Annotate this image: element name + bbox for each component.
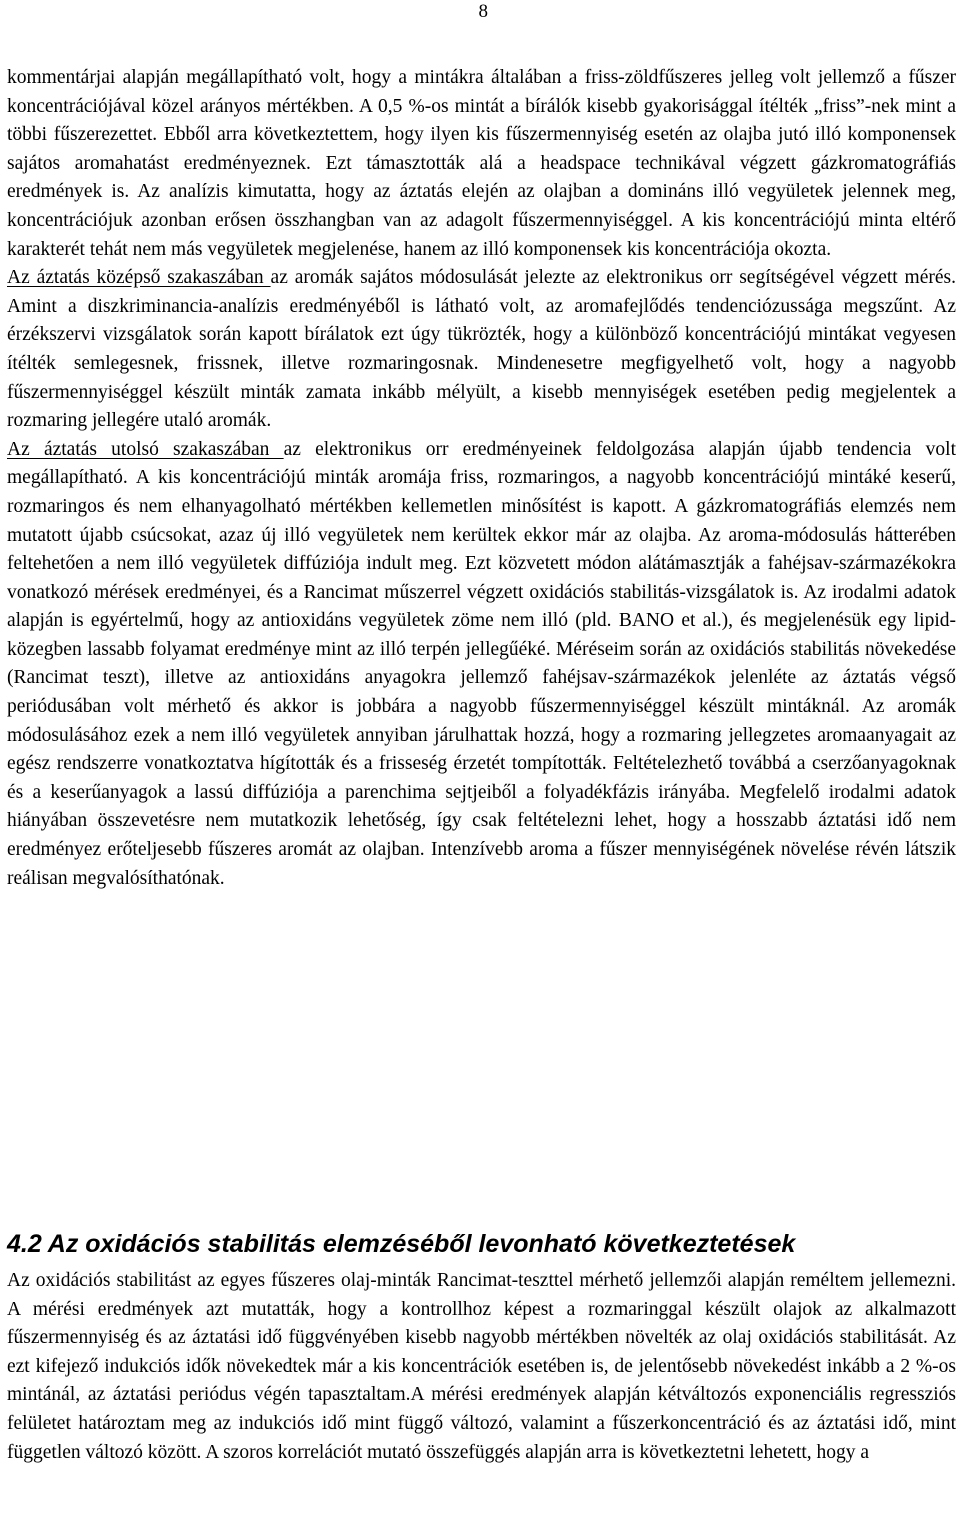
paragraph-2 [7, 264, 956, 436]
section-heading: 4.2 Az oxidációs stabilitás elemzéséből levonható következtetések [7, 1230, 796, 1258]
underlined-phrase-final-stage: Az áztatás utolsó szakaszában [7, 438, 284, 460]
body-text [7, 64, 956, 893]
paragraph-3 [7, 436, 956, 894]
paragraph-2-text: az aromák sajátos módosulását jelezte az elektronikus orr segítségével végzett mérés. Amint a diszkriminancia-analízis eredményéből is látható volt, az aromafejlődés tendenciózussága megszűnt. Az érzékszervi vizsgálatok során kapott bírálatok ezt úgy tükrözték, hogy a különböző koncentrációjú mintákat vegyesen ítélték semlegesnek, frissnek, illetve rozmaringosnak. Mindenesetre megfigyelhető volt, hogy a nagyobb fűszermennyiséggel készült minták zamata inkább mélyült, a kisebb mennyiségek esetében pedig megjelentek a rozmaring jellegére utaló aromák. [7, 267, 956, 432]
section-paragraph: Az oxidációs stabilitást az egyes fűszeres olaj-minták Rancimat-teszttel mérhető jellemzői alapján reméltem jellemezni. A mérési eredmények azt mutatták, hogy a kontrollhoz képest a rozmaringgal készült olajok az alkalmazott fűszermennyiség és az áztatási idő függvényében kisebb nagyobb mértékben növelték az olaj oxidációs stabilitását. Az ezt kifejező indukciós idők növekedtek már a kis koncentrációk esetében is, de jelentősebb növekedést inkább a 2 %-os mintánál, az áztatási periódus végén tapasztaltam.A mérési eredmények alapján kétváltozós exponenciális regressziós felületet határoztam meg az indukciós idő mint függő változó, valamint a fűszerkoncentráció és az áztatási idő, mint független változó között. A szoros korrelációt mutató összefüggés alapján arra is következtetni lehetett, hogy a [7, 1270, 956, 1463]
page-number: 8 [478, 1, 488, 22]
paragraph-1: kommentárjai alapján megállapítható volt, hogy a mintákra általában a friss-zöldfűszeres jelleg volt jellemző a fűszer koncentrációjával közel arányos mértékben. A 0,5 %-os mintát a bírálók kisebb gyakorisággal ítélték „friss”-nek mint a többi fűszerezettet. Ebből arra következtettem, hogy ilyen kis fűszermennyiség esetén az olajba jutó illó komponensek sajátos aromahatást eredményeznek. Ezt támasztották alá a headspace technikával végzett gázkromatográfiás eredmények is. Az analízis kimutatta, hogy az áztatás elején az olajban a domináns illó vegyületek jelennek meg, koncentrációjuk azonban erősen összhangban van az adagolt fűszermennyiséggel. A kis koncentrációjú minta eltérő karakterét tehát nem más vegyületek megjelenése, hanem az illó komponensek kis koncentrációja okozta. [7, 67, 956, 260]
section-body [7, 1267, 956, 1467]
underlined-phrase-middle-stage: Az áztatás középső szakaszában [7, 267, 271, 289]
paragraph-3-text: az elektronikus orr eredményeinek feldolgozása alapján újabb tendencia volt megállapítható. A kis koncentrációjú minták aromája friss, rozmaringos, a nagyobb koncentrációjú mintáké keserű, rozmaringos és nem elhanyagolható mértékben kellemetlen minősítést is kapott. A gázkromatográfiás elemzés nem mutatott újabb csúcsokat, azaz új illó vegyületek nem kerültek ekkor már az olajba. Az aroma-módosulás hátterében feltehetően a nem illó vegyületek diffúziója indult meg. Ezt közvetett módon alátámasztják a fahéjsav-származékokra vonatkozó mérések eredményei, és a Rancimat műszerrel végzett oxidációs stabilitás-vizsgálatok is. Az irodalmi adatok alapján is egyértelmű, hogy az antioxidáns vegyületek zöme nem illó (pld. BANO et al.), és megjelenésük egy lipid-közegben lassabb folyamat eredménye mint az illó terpén jellegűéké. Méréseim során az oxidációs stabilitás növekedése (Rancimat teszt), illetve az antioxidáns anyagokra jellemző fahéjsav-származékok jelenléte az áztatás végső periódusában volt mérhető és akkor is jobbára a nagyobb fűszermennyiséggel készült mintáknál. Az aromák módosulásához ezek a nem illó vegyületek annyiban járulhattak hozzá, hogy a rozmaring jellegzetes aromaanyagait az egész rendszerre vonatkoztatva hígították és a frisseség érzetét tompították. Feltételezhető továbbá a cserzőanyagoknak és a keserűanyagok a lassú diffúziója a parenchima sejtjeiből a folyadékfázis irányába. Megfelelő irodalmi adatok hiányában összevetésre nem mutatkozik lehetőség, így csak feltételezni lehet, hogy a hosszabb áztatási idő nem eredményez erőteljesebb fűszeres aromát az olajban. Intenzívebb aroma a fűszer mennyiségének növelése révén látszik reálisan megvalósíthatónak. [7, 438, 956, 889]
